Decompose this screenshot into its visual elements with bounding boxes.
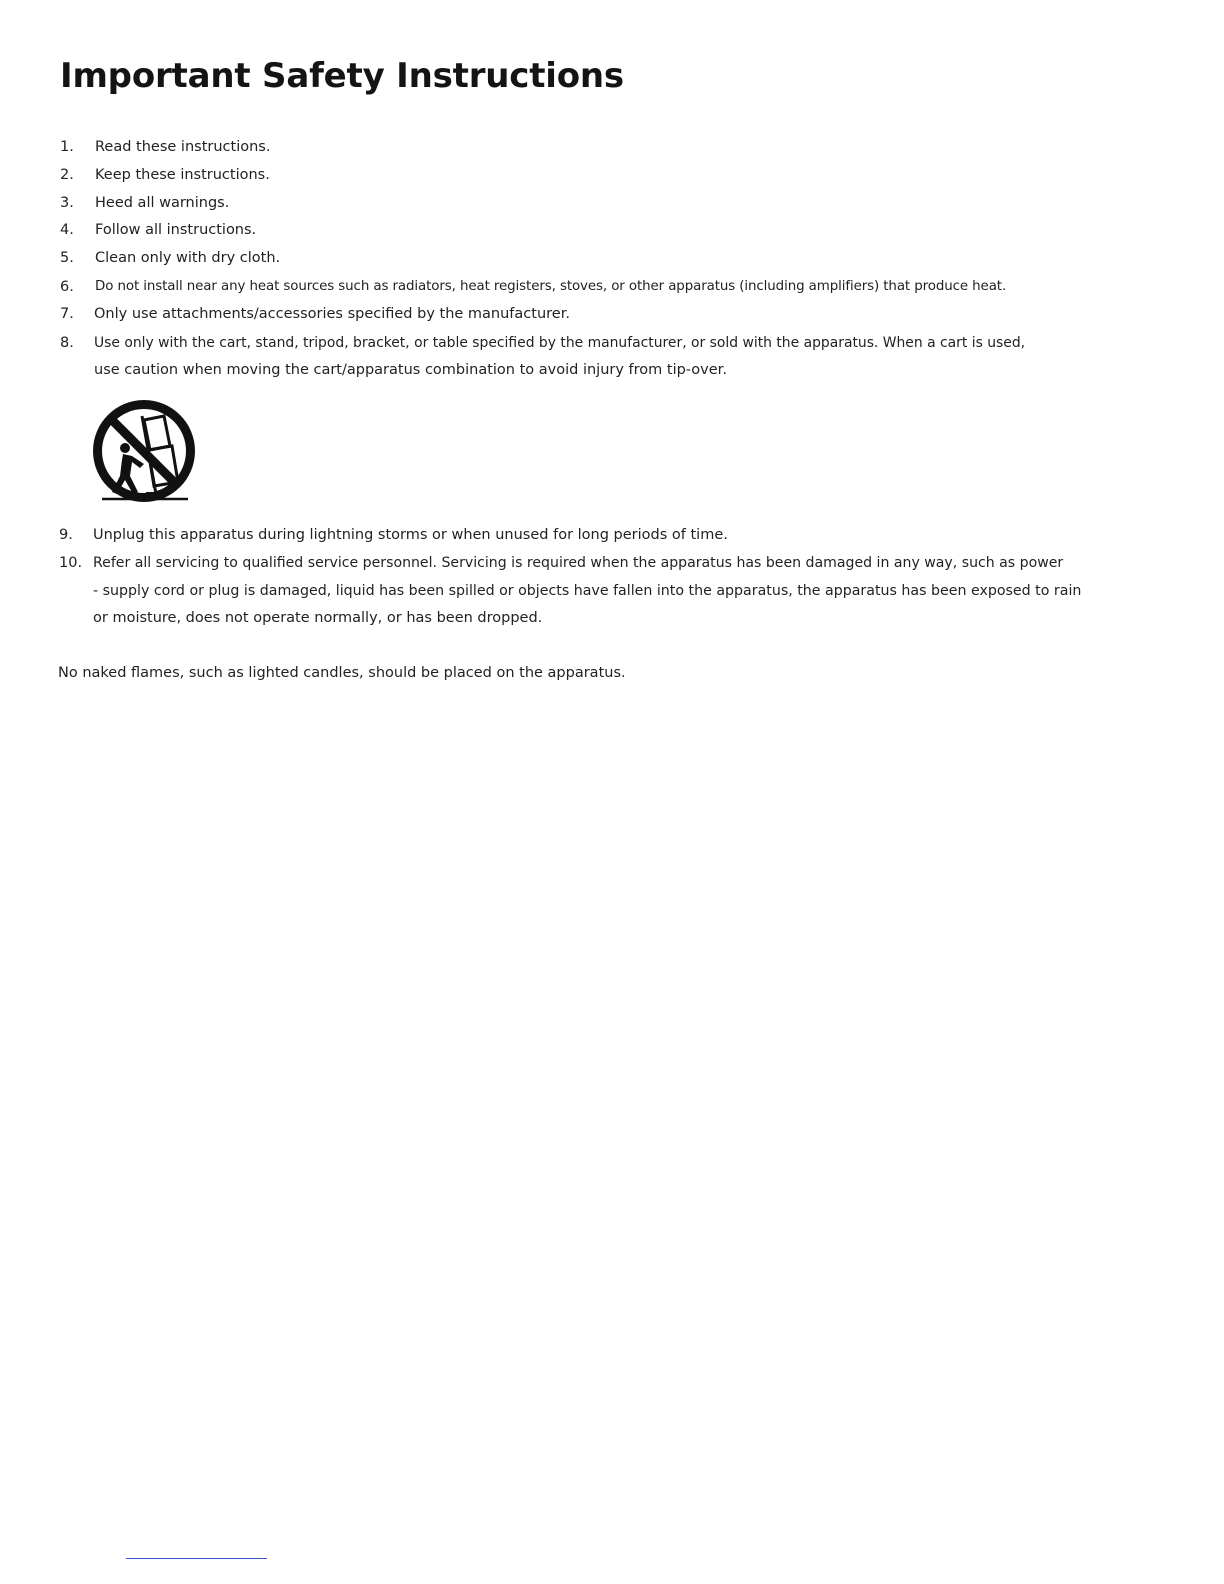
cart-warning-icon [92,398,198,508]
flame-warning-note: No naked flames, such as lighted candles, should be placed on the apparatus. [58,665,626,681]
item-text: Clean only with dry cloth. [95,250,281,266]
item-number: 6. [60,279,74,295]
item-number: 9. [59,527,73,543]
item-text: Do not install near any heat sources such as radiators, heat registers, stoves, or other apparatus (including amplifiers) that produce heat. [95,279,1007,294]
item-number: 7. [60,306,74,322]
item-number: 2. [60,167,74,183]
item-number: 8. [60,335,74,351]
item-text: Read these instructions. [95,139,271,155]
item-text: Only use attachments/accessories specified by the manufacturer. [94,306,570,322]
page-title: Important Safety Instructions [60,56,624,96]
item-text: Follow all instructions. [95,222,257,238]
item-number: 4. [60,222,74,238]
item-text-continuation: or moisture, does not operate normally, or has been dropped. [93,610,543,626]
item-text: Refer all servicing to qualified service personnel. Servicing is required when the apparatus has been damaged in any way, such as power [93,555,1064,571]
item-text-continuation: - supply cord or plug is damaged, liquid has been spilled or objects have fallen into the apparatus, the apparatus has been exposed to rain [93,583,1082,599]
item-number: 5. [60,250,74,266]
item-text: Unplug this apparatus during lightning storms or when unused for long periods of time. [93,527,728,543]
item-number: 3. [60,195,74,211]
item-text: Keep these instructions. [95,167,270,183]
item-text: Heed all warnings. [95,195,230,211]
item-number: 1. [60,139,74,155]
item-number: 10. [59,555,83,571]
footer-divider [126,1558,267,1559]
item-text: Use only with the cart, stand, tripod, bracket, or table specified by the manufacturer, or sold with the apparatus. When a cart is used, [94,335,1026,351]
item-text-continuation: use caution when moving the cart/apparatus combination to avoid injury from tip-over. [94,362,727,378]
